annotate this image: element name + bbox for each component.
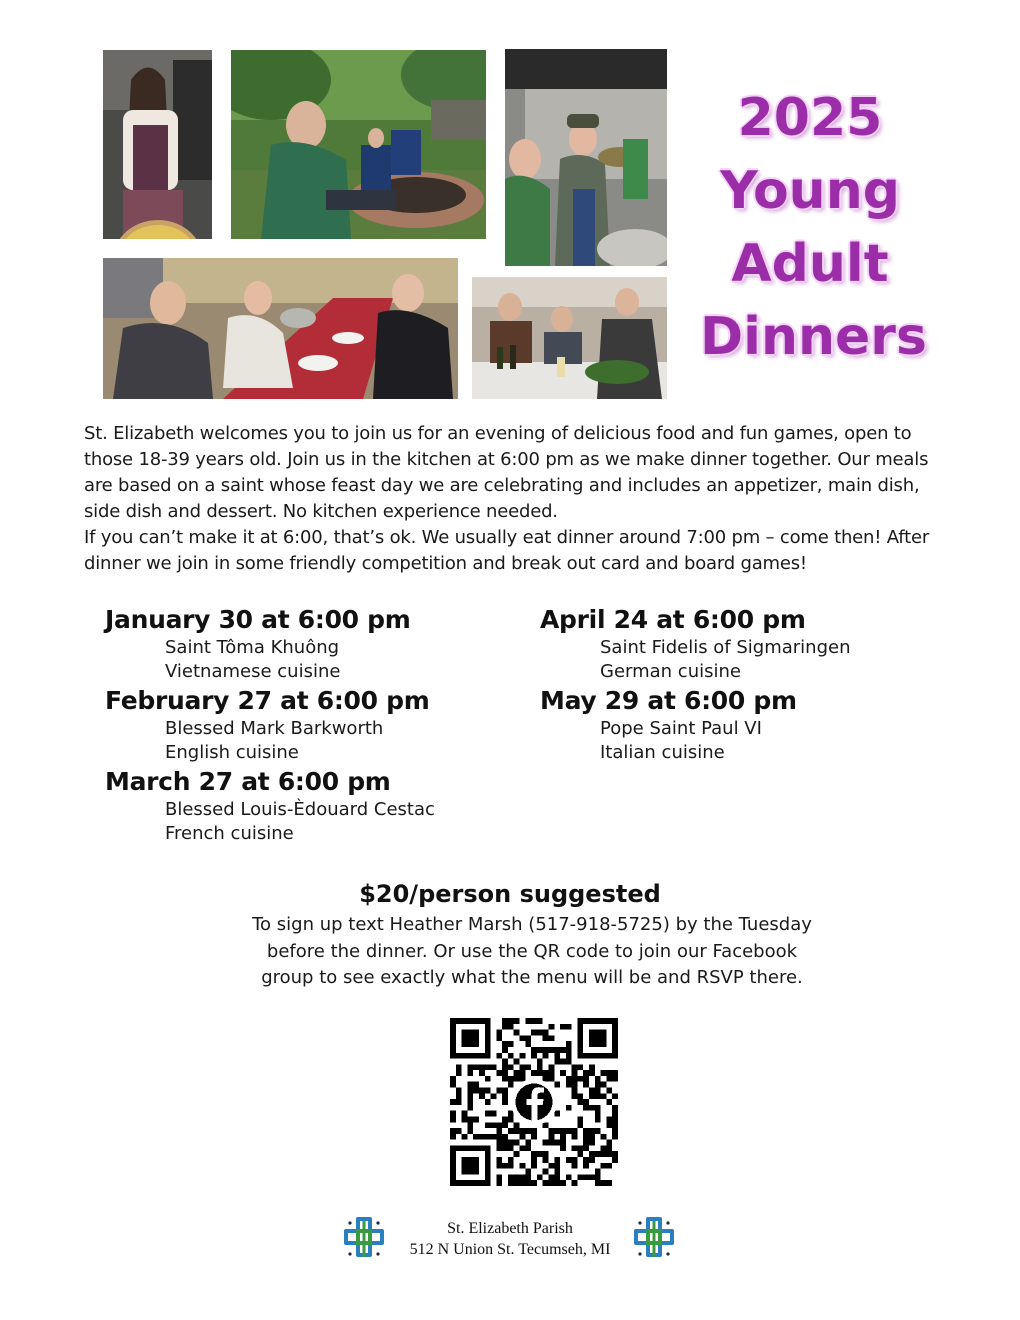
schedule-item xyxy=(105,685,435,765)
parish-cross-logo-right xyxy=(633,1216,675,1262)
intro-text xyxy=(84,421,944,577)
schedule-left-column xyxy=(105,604,435,847)
event-cuisine: Vietnamese cuisine xyxy=(165,661,341,682)
suggested-price: $20/person suggested xyxy=(359,880,661,908)
intro-paragraph-2: If you can’t make it at 6:00, that’s ok. We usually eat dinner around 7:00 pm – come then! After dinner we join in some friendly competition and break out card and board games! xyxy=(84,527,930,574)
event-saint: Saint Fidelis of Sigmaringen xyxy=(600,637,851,658)
event-date: January 30 at 6:00 pm xyxy=(105,605,411,634)
parish-address: 512 N Union St. Tecumseh, MI xyxy=(409,1241,611,1258)
event-cuisine: French cuisine xyxy=(165,823,294,844)
event-saint: Blessed Mark Barkworth xyxy=(165,718,384,739)
event-saint: Pope Saint Paul VI xyxy=(600,718,762,739)
schedule-item xyxy=(540,685,851,765)
event-date: April 24 at 6:00 pm xyxy=(540,605,806,634)
parish-info xyxy=(380,1218,640,1260)
photo-kitchen-serving xyxy=(505,49,667,266)
photo-cooking-girl xyxy=(103,50,212,239)
event-date: March 27 at 6:00 pm xyxy=(105,767,391,796)
signup-line: group to see exactly what the menu will be and RSVP there. xyxy=(261,967,803,988)
event-saint: Blessed Louis-Èdouard Cestac xyxy=(165,799,435,820)
photo-dinner-table xyxy=(103,258,458,399)
photo-fire-pit xyxy=(231,50,486,239)
schedule-right-column xyxy=(540,604,851,766)
title-year: 2025 xyxy=(737,88,883,148)
title-young: Young xyxy=(720,161,900,221)
signup-line: To sign up text Heather Marsh (517-918-5725) by the Tuesday xyxy=(252,914,812,935)
photo-buffet xyxy=(472,277,667,399)
event-cuisine: English cuisine xyxy=(165,742,299,763)
facebook-qr-code[interactable] xyxy=(450,1018,618,1186)
footer xyxy=(0,1214,1020,1264)
event-date: May 29 at 6:00 pm xyxy=(540,686,797,715)
page-title xyxy=(700,82,927,374)
event-saint: Saint Tôma Khuông xyxy=(165,637,340,658)
signup-instructions xyxy=(232,912,832,992)
title-adult: Adult xyxy=(731,234,889,294)
event-cuisine: Italian cuisine xyxy=(600,742,725,763)
parish-name: St. Elizabeth Parish xyxy=(447,1220,573,1237)
intro-paragraph-1: St. Elizabeth welcomes you to join us for an evening of delicious food and fun games, open to those 18-39 years old. Join us in the kitchen at 6:00 pm as we make dinner together. Our meals are based on a saint whose feast day we are celebrating and includes an appetizer, main dish, side dish and dessert. No kitchen experience needed. xyxy=(84,423,929,522)
event-cuisine: German cuisine xyxy=(600,661,741,682)
schedule-item xyxy=(105,766,435,846)
event-date: February 27 at 6:00 pm xyxy=(105,686,430,715)
signup-line: before the dinner. Or use the QR code to join our Facebook xyxy=(266,940,798,962)
schedule-item xyxy=(105,604,435,684)
title-dinners: Dinners xyxy=(700,307,927,367)
schedule-item xyxy=(540,604,851,684)
parish-cross-logo-left xyxy=(343,1216,385,1262)
